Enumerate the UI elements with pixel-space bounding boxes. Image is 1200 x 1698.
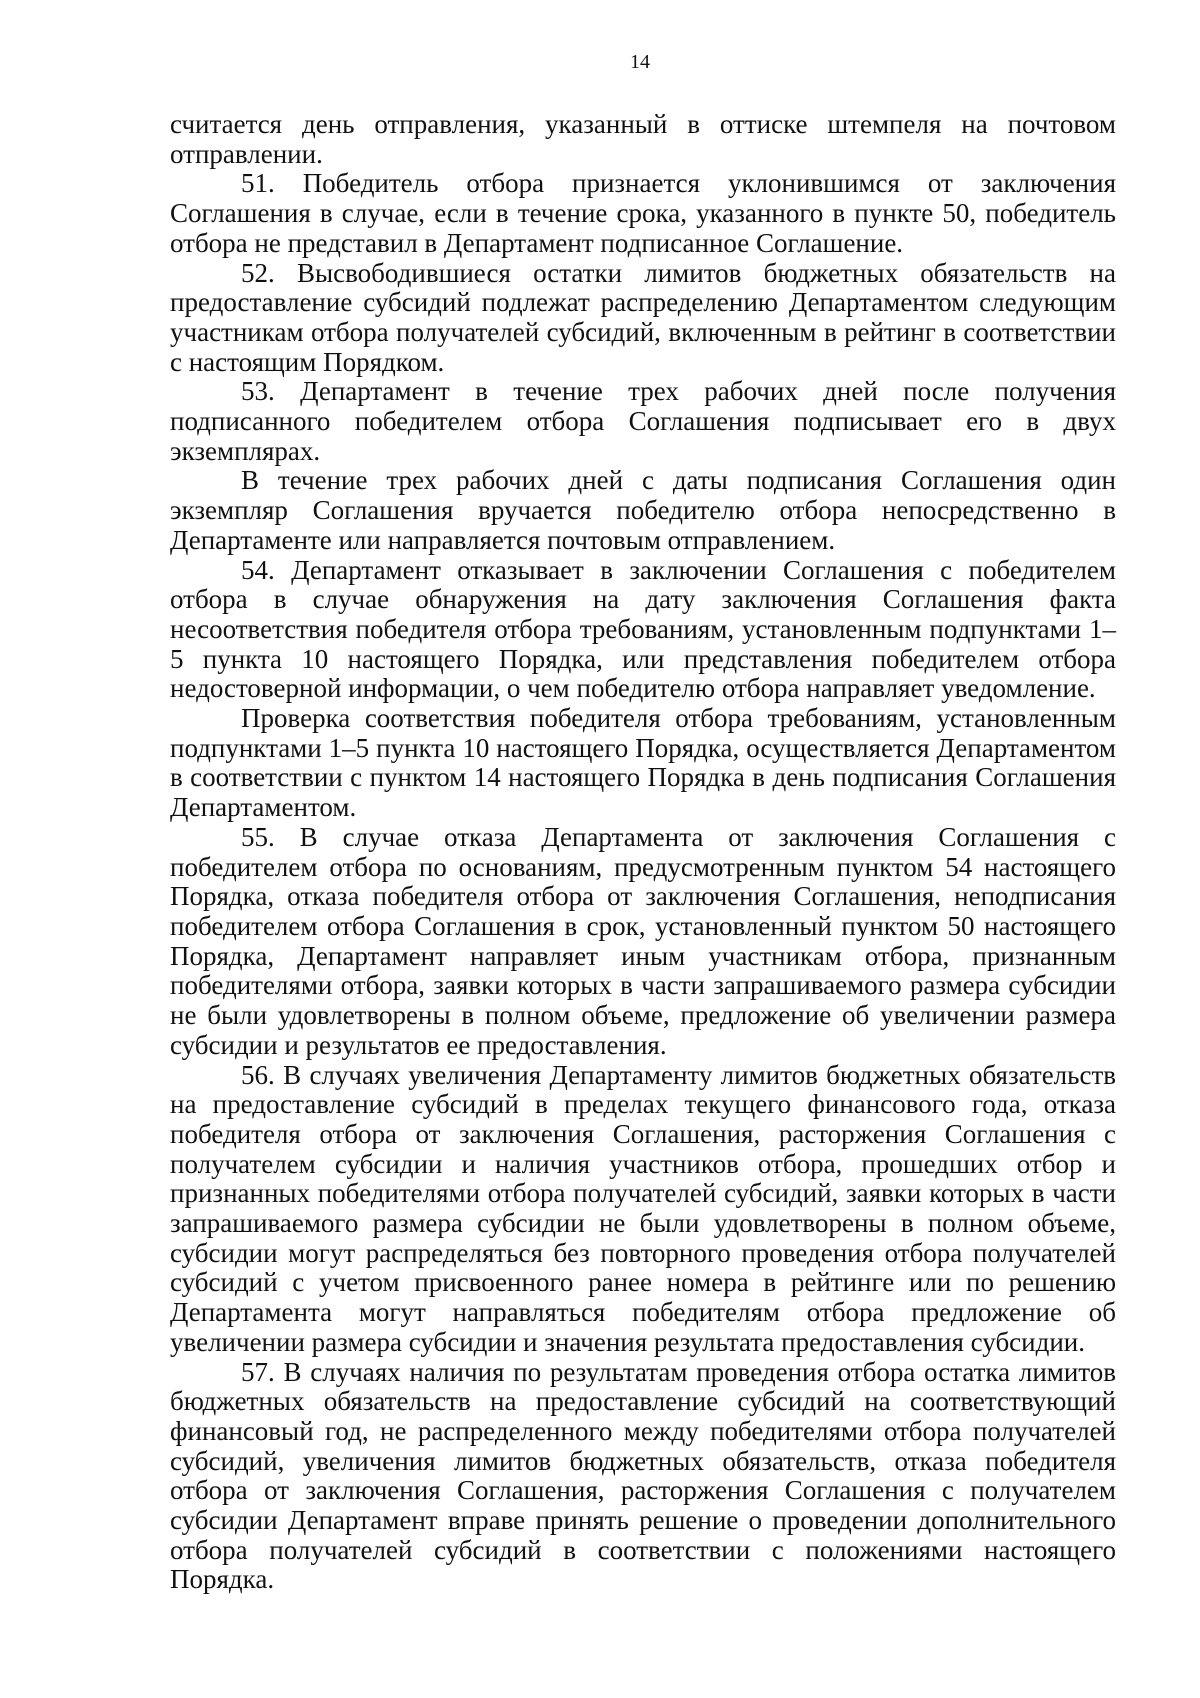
- paragraph-55: 55. В случае отказа Департамента от заключения Соглашения с победителем отбора по основаниям, предусмотренным пунктом 54 настоящего Порядка, отказа победителя отбора от заключения Соглашения, неподписания победителем отбора Соглашения в срок, установленный пунктом 50 настоящего Порядка, Департамент направляет иным участникам отбора, признанным победителями отбора, заявки которых в части запрашиваемого размера субсидии не были удовлетворены в полном объеме, предложение об увеличении размера субсидии и результатов ее предоставления.: [170, 821, 1116, 1060]
- paragraph-57: 57. В случаях наличия по результатам проведения отбора остатка лимитов бюджетных обязательств на предоставление субсидий на соответствующий финансовый год, не распределенного между победителями отбора получателей субсидий, увеличения лимитов бюджетных обязательств, отказа победителя отбора от заключения Соглашения, расторжения Соглашения с получателем субсидии Департамент вправе принять решение о проведении дополнительного отбора получателей субсидий в соответствии с положениями настоящего Порядка.: [170, 1356, 1116, 1595]
- paragraph-53: 53. Департамент в течение трех рабочих дней после получения подписанного победителем отбора Соглашения подписывает его в двух экземплярах.: [170, 376, 1116, 466]
- page-number: 14: [630, 51, 650, 73]
- paragraph-56: 56. В случаях увеличения Департаменту лимитов бюджетных обязательств на предоставление субсидий в пределах текущего финансового года, отказа победителя отбора от заключения Соглашения, расторжения Соглашения с получателем субсидии и наличия участников отбора, прошедших отбор и признанных победителями отбора получателей субсидий, заявки которых в части запрашиваемого размера субсидии не были удовлетворены в полном объеме, субсидии могут распределяться без повторного проведения отбора получателей субсидий с учетом присвоенного ранее номера в рейтинге или по решению Департамента могут направляться победителям отбора предложение об увеличении размера субсидии и значения результата предоставления субсидии.: [170, 1059, 1116, 1357]
- paragraph-53-continued: В течение трех рабочих дней с даты подписания Соглашения один экземпляр Соглашения вручается победителю отбора непосредственно в Департаменте или направляется почтовым отправлением.: [170, 465, 1116, 555]
- paragraph-52: 52. Высвободившиеся остатки лимитов бюджетных обязательств на предоставление субсидий подлежат распределению Департаментом следующим участникам отбора получателей субсидий, включенным в рейтинг в соответствии с настоящим Порядком.: [170, 257, 1116, 377]
- paragraph-continuation: считается день отправления, указанный в оттиске штемпеля на почтовом отправлении.: [170, 109, 1116, 169]
- paragraph-51: 51. Победитель отбора признается уклонившимся от заключения Соглашения в случае, если в течение срока, указанного в пункте 50, победитель отбора не представил в Департамент подписанное Соглашение.: [170, 168, 1116, 258]
- paragraph-54-continued: Проверка соответствия победителя отбора требованиям, установленным подпунктами 1–5 пункта 10 настоящего Порядка, осуществляется Департаментом в соответствии с пунктом 14 настоящего Порядка в день подписания Соглашения Департаментом.: [170, 703, 1116, 823]
- paragraph-54: 54. Департамент отказывает в заключении Соглашения с победителем отбора в случае обнаружения на дату заключения Соглашения факта несоответствия победителя отбора требованиям, установленным подпунктами 1–5 пункта 10 настоящего Порядка, или представления победителем отбора недостоверной информации, о чем победителю отбора направляет уведомление.: [170, 554, 1116, 704]
- document-body: [170, 110, 1116, 1595]
